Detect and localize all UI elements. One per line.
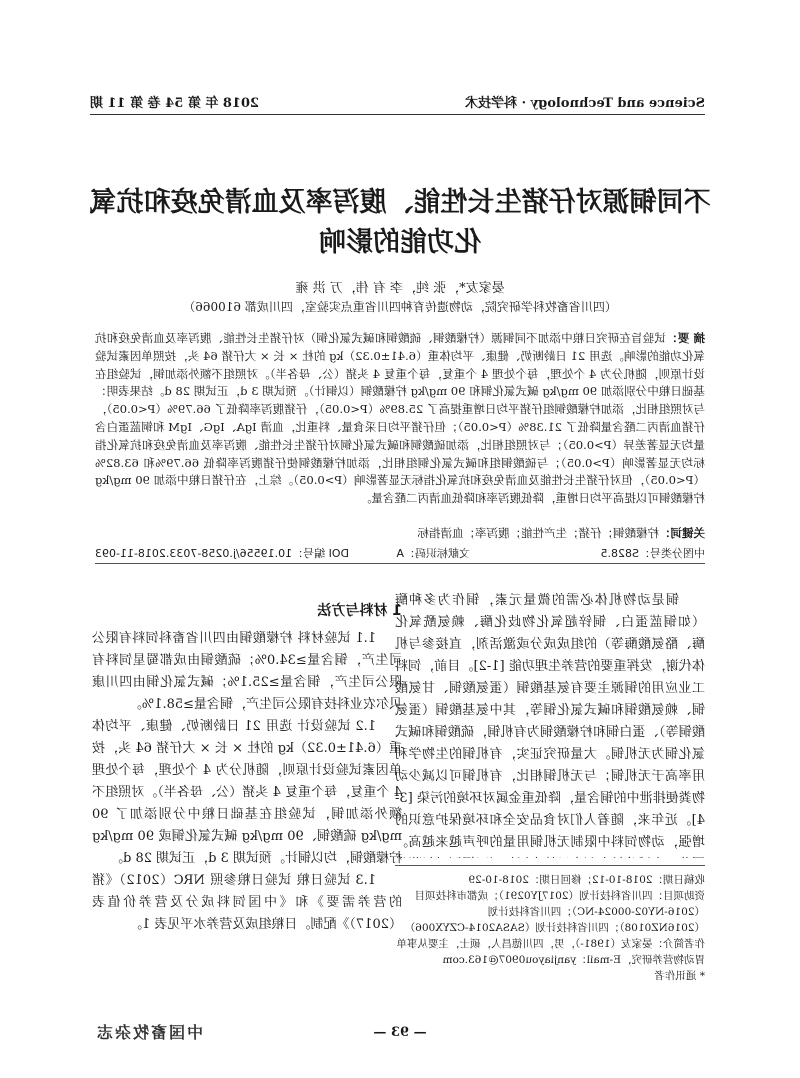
classification-line [95,545,705,564]
footnote [395,865,705,984]
keywords-label: 关键词： [659,526,705,540]
intro-paragraph: 铜是动物机体必需的微量元素，铜作为多种酶（如铜蓝蛋白、铜锌超氧化物歧化酶、赖氨酰氧化酶、酪氨酸酶等）的组成成分或激活剂，直接参与机体代谢，发挥重要的营养生理功能 [1-2]。目前，饲料工业应用的铜源主要有氨基酸铜（蛋氨酸铜、甘氨酸铜、赖氨酸铜和碱式氯化铜等，其中氨基酸铜（蛋氨酸铜等）、蛋白铜和柠檬酸铜为有机铜，硫酸铜和碱式氯化铜为无机铜。大量研究证实，有机铜的生物学利用率高于无机铜；与无机铜相比，有机铜可以减少动物粪便排泄中的铜含量，降低重金属对环境的污染 [3-4]。近年来，随着人们对食品安全和环境保护意识的增强，动物饲料中限制无机铜用量的呼声越来越高。 [395,593,705,850]
journal-logo: 中国畜牧杂志 [95,1023,204,1042]
section-1-1: 1.1 试验材料 柠檬酸铜由四川省畜科饲料有限公司生产，铜含量≥34.0%；硫酸铜由成都蜀星饲料有限公司生产，铜含量≥25.1%；碱式氯化铜由四川康贝尔农业科技有限公司生产，铜含量≥58.1%。 [92,631,402,712]
footnote-corresponding: * 通讯作者 [654,970,705,982]
footnote-author: 作者简介：晏家友（1981-），男，四川德昌人，硕士，主要从事单胃动物营养研究，E-mail：yanjiayou0907@163.com [396,938,705,966]
abstract-text: 试验旨在研究日粮中添加不同铜源（柠檬酸铜、硫酸铜和碱式氯化铜）对仔猪生长性能、腹泻率及血清免疫和抗氧化功能的影响。选用 21 日龄断奶、健康、平均体重（6.41±0.32）kg 的杜 × 长 × 大仔猪 64 头，按照单因素试验设计原则，随机分为 4 个处理，每个处理 4 个重复，每个重复 4 头猪（公、母各半）。对照组不额外添加铜，试验组在基础日粮中分别添加 90 mg/kg 碱式氯化铜和 90 mg/kg 柠檬酸铜（以铜计）。预试期 3 d，正试期 28 d。结果表明：与对照组相比，添加柠檬酸铜组仔猪平均日增重提高了 25.89%（P<0.05），仔猪腹泻率降低了 66.79%（P<0.05），仔猪血清丙二醛含量降低了 21.38%（P<0.05）；但仔猪平均日采食量、料重比，血清 IgA、IgG、IgM 和铜蓝蛋白含量均无显著差异（P>0.05）；与对照组相比，添加硫酸铜和碱式氯化铜对仔猪生长性能、腹泻率及血清免疫和抗氧化指标均无显著影响（P>0.05）；与硫酸铜组和碱式氯化铜组相比，添加柠檬酸铜使仔猪腹泻率降低 66.79%和 63.82%（P<0.05），但对仔猪生长性能及血清免疫和抗氧化指标无显著影响（P>0.05）。综上，在仔猪日粮中添加 90 mg/kg 柠檬酸铜可以提高平均日增重，降低腹泻率和降低血清丙二醛含量。 [95,331,705,506]
running-header [90,88,705,115]
header-volume: 2018 年 第 54 卷 第 11 期 [90,96,260,111]
article-title: 不同铜源对仔猪生长性能、腹泻率及血清免疫和抗氧化功能的影响 [89,187,711,258]
page-number: — 93 — [373,1025,427,1040]
body-right-column [92,590,402,936]
doi: DOI 编号：10.19556/j.0258-7033.2018-11-093 [95,547,349,560]
footnote-funding: 资助项目：四川省科技计划（2017JY0291）；成都市科技项目（2016-NY02-00024-NC）；四川省科技计划（2016NZ0108）；四川省科技计划（SASA2014-CZYX006） [404,890,705,934]
document-code: 文献标识码：A [396,547,470,560]
section-1-2: 1.2 试验设计 选用 21 日龄断奶、健康、平均体重（6.41±0.32）kg 的杜 × 长 × 大仔猪 64 头，按单因素试验设计原则，随机分为 4 个处理，每个处理 4 个重复，每个重复 4 头猪（公、母各半）。对照组不额外添加铜，试验组在基础日粮中分别添加了 90 mg/kg 硫酸铜、90 mg/kg 碱式氯化铜或 90 mg/kg 柠檬酸铜，均以铜计。预试期 3 d，正试期 28 d。 [92,719,402,866]
header-journal: Science and Technology · 科学技术 [465,96,705,111]
abstract [95,330,705,508]
footnote-received: 收稿日期：2018-10-12；修回日期：2018-10-29 [468,874,705,886]
body-left-column [395,590,705,858]
keywords-text: 柠檬酸铜；仔猪；生产性能；腹泻率；血清指标 [417,526,659,540]
keywords [95,525,705,541]
author-list: 晏家友*，张 纯，李 有 伟，万 洪 雍 [295,281,505,296]
section-1-3: 1.3 试验日粮 试验日粮参照 NRC（2012）《猪的营养需要》和《中国饲料成分及营养价值表（2017）》配制。日粮组成及营养水平见表 1。 [92,873,402,932]
abstract-label: 摘 要： [665,331,705,345]
clc-number: 中图分类号：S828.5 [600,547,705,560]
affiliation: （四川省畜牧科学研究院，动物遗传育种四川省重点实验室，四川成都 610066） [183,300,617,314]
section-heading: 1 材料与方法 [317,603,402,619]
